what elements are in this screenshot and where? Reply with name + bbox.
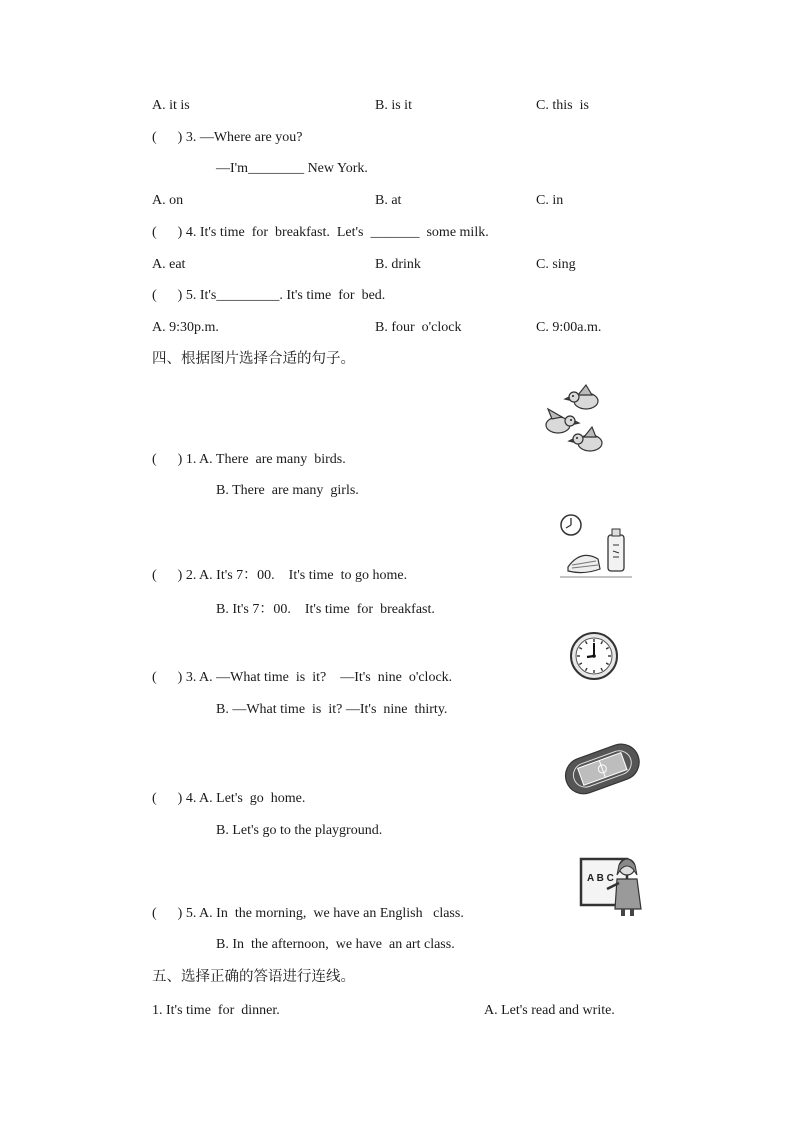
s4-question-3: ( ) 3. A. —What time is it? —It's nine o'clock. [152,670,453,685]
option-c: C. in [536,193,564,208]
question-5: ( ) 5. It's_________. It's time for bed. [152,288,386,303]
s4-question-3-option-b: B. —What time is it? —It's nine thirty. [216,702,448,717]
s4-question-5: ( ) 5. A. In the morning, we have an English class. [152,906,464,921]
s5-right-item-a: A. Let's read and write. [484,1003,615,1018]
question-3-answer-line: —I'm________ New York. [216,161,368,176]
question-3: ( ) 3. —Where are you? [152,130,303,145]
option-b: B. drink [375,257,421,272]
s4-question-1: ( ) 1. A. There are many birds. [152,452,346,467]
clock-picture [569,631,619,681]
s4-question-4-option-b: B. Let's go to the playground. [216,823,383,838]
s4-question-4: ( ) 4. A. Let's go home. [152,791,306,806]
option-b: B. four o'clock [375,320,462,335]
option-b: B. at [375,193,402,208]
s5-left-item-1: 1. It's time for dinner. [152,1003,280,1018]
s4-question-2: ( ) 2. A. It's 7：00. It's time to go home. [152,568,408,583]
board-letters: A B C [587,873,614,884]
section-4-title: 四、根据图片选择合适的句子。 [152,351,355,367]
clock-and-breakfast-picture [556,513,636,583]
option-c: C. 9:00a.m. [536,320,602,335]
playground-picture [561,737,643,799]
s4-question-2-option-b: B. It's 7：00. It's time for breakfast. [216,602,435,617]
question-4: ( ) 4. It's time for breakfast. Let's _______ some milk. [152,225,489,240]
birds-picture [534,383,616,463]
option-c: C. this is [536,98,589,113]
option-a: A. 9:30p.m. [152,320,219,335]
teacher-picture [579,853,647,917]
option-a: A. on [152,193,184,208]
option-a: A. eat [152,257,186,272]
option-c: C. sing [536,257,576,272]
s4-question-1-option-b: B. There are many girls. [216,483,359,498]
section-5-title: 五、选择正确的答语进行连线。 [152,969,355,985]
s4-question-5-option-b: B. In the afternoon, we have an art class. [216,937,455,952]
option-a: A. it is [152,98,190,113]
option-b: B. is it [375,98,412,113]
